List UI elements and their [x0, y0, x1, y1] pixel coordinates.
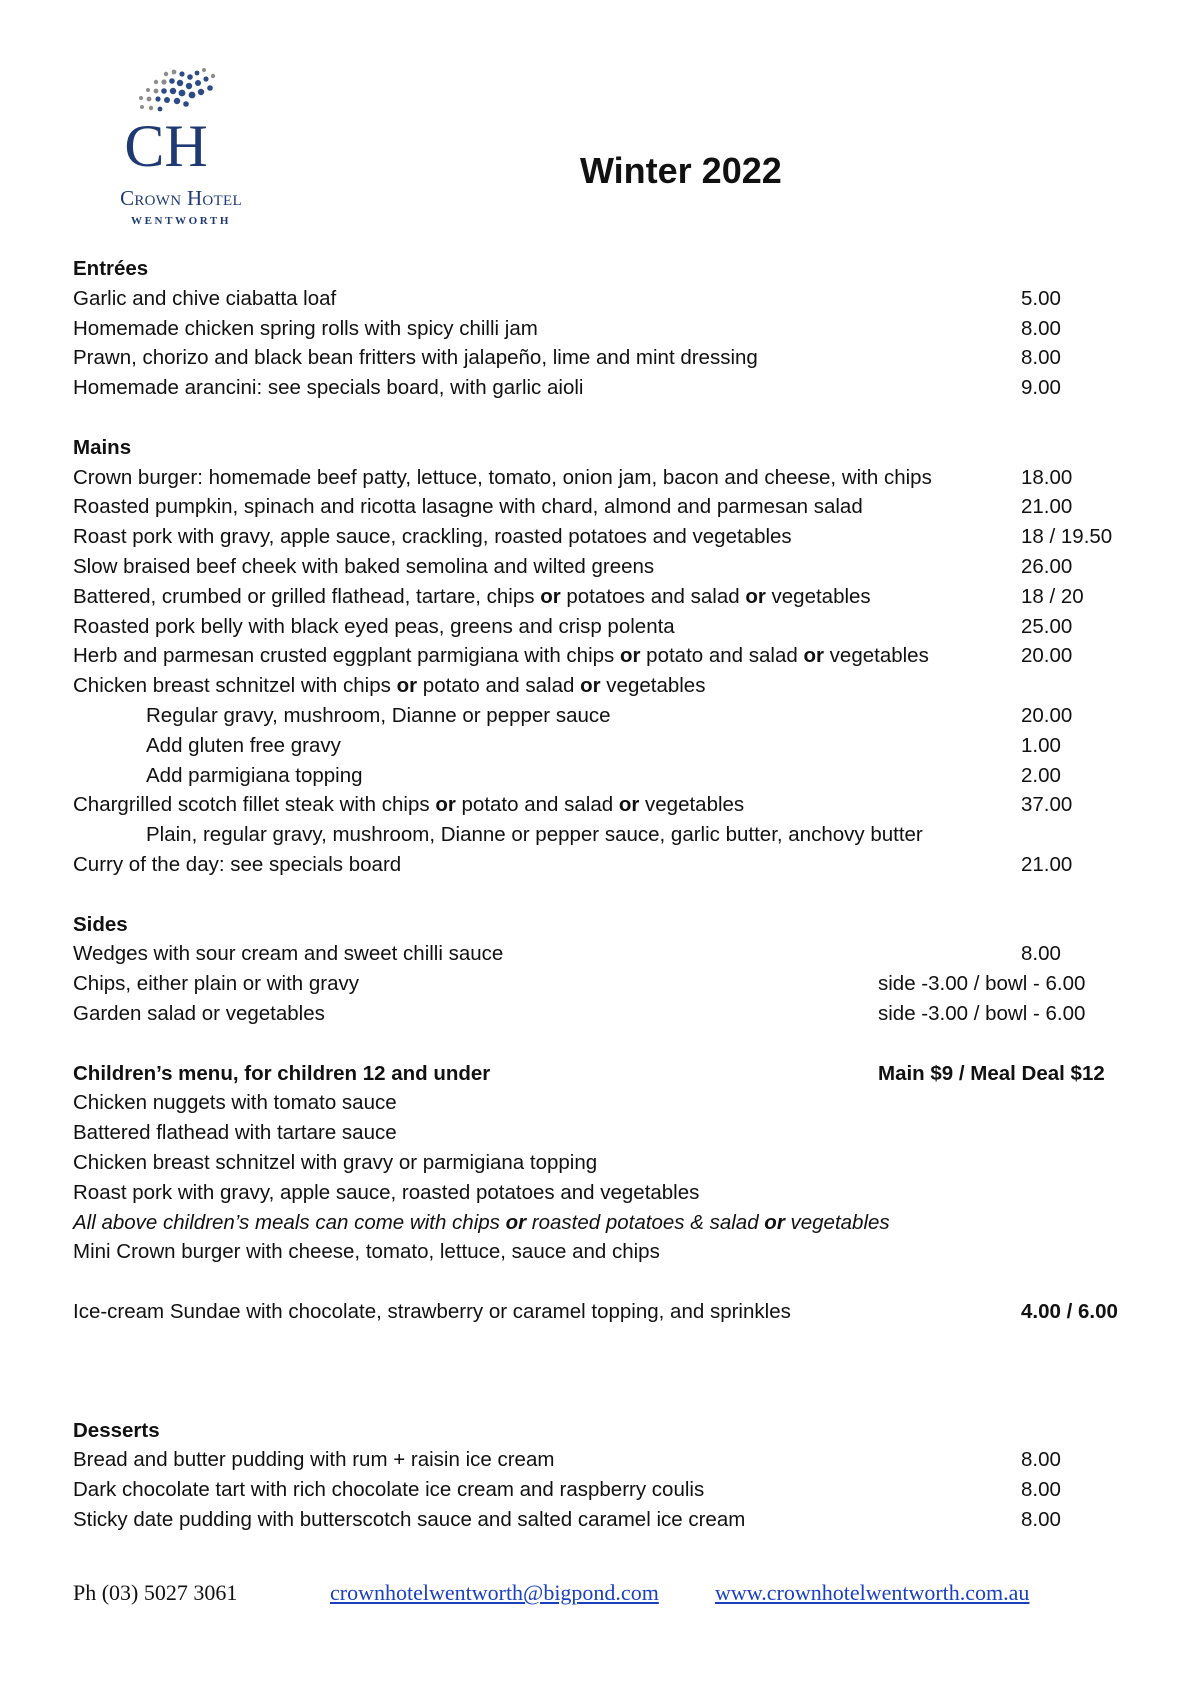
- item-price: 37.00: [1021, 793, 1073, 817]
- item-price: side -3.00 / bowl - 6.00: [878, 1001, 1086, 1025]
- menu-item: Roast pork with gravy, apple sauce, crackling, roasted potatoes and vegetables 18 / 19.50: [73, 522, 1133, 552]
- children-price: Main $9 / Meal Deal $12: [878, 1061, 1105, 1085]
- menu-item: Roasted pork belly with black eyed peas, greens and crisp polenta 25.00: [73, 612, 1133, 642]
- menu-item: Roast pork with gravy, apple sauce, roasted potatoes and vegetables: [73, 1180, 700, 1204]
- menu-item: Bread and butter pudding with rum + raisin ice cream 8.00: [73, 1445, 1133, 1475]
- logo-hotel-name: Crown Hotel: [120, 186, 242, 210]
- menu-item: Curry of the day: see specials board 21.00: [73, 850, 1133, 880]
- menu-item: Prawn, chorizo and black bean fritters with jalapeño, lime and mint dressing 8.00: [73, 343, 1133, 373]
- item-price: 8.00: [1021, 1508, 1061, 1532]
- menu-item: Wedges with sour cream and sweet chilli sauce 8.00: [73, 939, 1133, 969]
- footer-website-link[interactable]: www.crownhotelwentworth.com.au: [715, 1580, 1030, 1605]
- item-price: 4.00 / 6.00: [1021, 1299, 1118, 1323]
- menu-sub-item: Add gluten free gravy 1.00: [73, 731, 1133, 761]
- item-price: 21.00: [1021, 495, 1073, 519]
- item-price: 25.00: [1021, 614, 1073, 638]
- item-price: 26.00: [1021, 554, 1073, 578]
- menu-item: Chips, either plain or with gravy side -3.00 / bowl - 6.00: [73, 969, 1133, 999]
- section-heading-desserts: Desserts: [73, 1418, 160, 1442]
- menu-item: Chicken nuggets with tomato sauce: [73, 1091, 397, 1115]
- menu-item: Battered flathead with tartare sauce: [73, 1121, 397, 1145]
- section-heading-children: Children’s menu, for children 12 and under Main $9 / Meal Deal $12: [73, 1059, 1133, 1089]
- item-price: 8.00: [1021, 316, 1061, 340]
- menu-item: Homemade chicken spring rolls with spicy chilli jam 8.00: [73, 314, 1133, 344]
- menu-item: Chicken breast schnitzel with chips or potato and salad or vegetables: [73, 674, 706, 698]
- item-price: 18 / 20: [1021, 584, 1084, 608]
- menu-item: Garlic and chive ciabatta loaf 5.00: [73, 284, 1133, 314]
- item-price: side -3.00 / bowl - 6.00: [878, 972, 1086, 996]
- item-price: 8.00: [1021, 346, 1061, 370]
- logo-location: WENTWORTH: [130, 215, 232, 227]
- menu-item: Chargrilled scotch fillet steak with chips or potato and salad or vegetables 37.00: [73, 790, 1133, 820]
- page-title: Winter 2022: [580, 150, 782, 191]
- menu-sub-item: Regular gravy, mushroom, Dianne or pepper sauce 20.00: [73, 701, 1133, 731]
- menu-item: Slow braised beef cheek with baked semolina and wilted greens 26.00: [73, 552, 1133, 582]
- item-price: 2.00: [1021, 763, 1061, 787]
- logo-dots: [139, 68, 215, 111]
- item-price: 8.00: [1021, 1478, 1061, 1502]
- item-price: 8.00: [1021, 942, 1061, 966]
- menu-item: Crown burger: homemade beef patty, lettuce, tomato, onion jam, bacon and cheese, with chips 18.00: [73, 463, 1133, 493]
- footer: [73, 1580, 1133, 1610]
- item-price: 9.00: [1021, 376, 1061, 400]
- menu-item: Garden salad or vegetables side -3.00 / bowl - 6.00: [73, 999, 1133, 1029]
- menu-item: Sticky date pudding with butterscotch sauce and salted caramel ice cream 8.00: [73, 1505, 1133, 1535]
- item-price: 21.00: [1021, 852, 1073, 876]
- item-price: 18.00: [1021, 465, 1073, 489]
- menu-item: Chicken breast schnitzel with gravy or parmigiana topping: [73, 1150, 598, 1174]
- section-heading-entrees: Entrées: [73, 257, 149, 280]
- item-price: 8.00: [1021, 1448, 1061, 1472]
- menu-item: Herb and parmesan crusted eggplant parmigiana with chips or potato and salad or vegetables 20.00: [73, 641, 1133, 671]
- item-price: 20.00: [1021, 703, 1073, 727]
- menu-item: Battered, crumbed or grilled flathead, tartare, chips or potatoes and salad or vegetables 18 / 20: [73, 582, 1133, 612]
- footer-email-link[interactable]: crownhotelwentworth@bigpond.com: [330, 1580, 659, 1605]
- item-price: 18 / 19.50: [1021, 525, 1113, 549]
- menu-sub-item: Plain, regular gravy, mushroom, Dianne or pepper sauce, garlic butter, anchovy butter: [146, 823, 923, 847]
- section-heading-mains: Mains: [73, 435, 132, 459]
- menu-item: Homemade arancini: see specials board, with garlic aioli 9.00: [73, 373, 1133, 403]
- item-price: 20.00: [1021, 644, 1073, 668]
- menu-item-sundae: Ice-cream Sundae with chocolate, strawberry or caramel topping, and sprinkles 4.00 / 6.00: [73, 1297, 1133, 1327]
- menu-item: Mini Crown burger with cheese, tomato, lettuce, sauce and chips: [73, 1240, 660, 1264]
- menu-item: Dark chocolate tart with rich chocolate ice cream and raspberry coulis 8.00: [73, 1475, 1133, 1505]
- item-price: 1.00: [1021, 733, 1061, 757]
- footer-phone: Ph (03) 5027 3061: [73, 1580, 238, 1605]
- children-note: All above children’s meals can come with chips or roasted potatoes & salad or vegetables: [73, 1210, 890, 1234]
- section-heading-sides: Sides: [73, 912, 128, 936]
- menu-item: Roasted pumpkin, spinach and ricotta lasagne with chard, almond and parmesan salad 21.00: [73, 492, 1133, 522]
- menu-sub-item: Add parmigiana topping 2.00: [73, 761, 1133, 791]
- logo-monogram: CH: [124, 113, 208, 179]
- menu-body: [73, 254, 1133, 1535]
- item-price: 5.00: [1021, 286, 1061, 310]
